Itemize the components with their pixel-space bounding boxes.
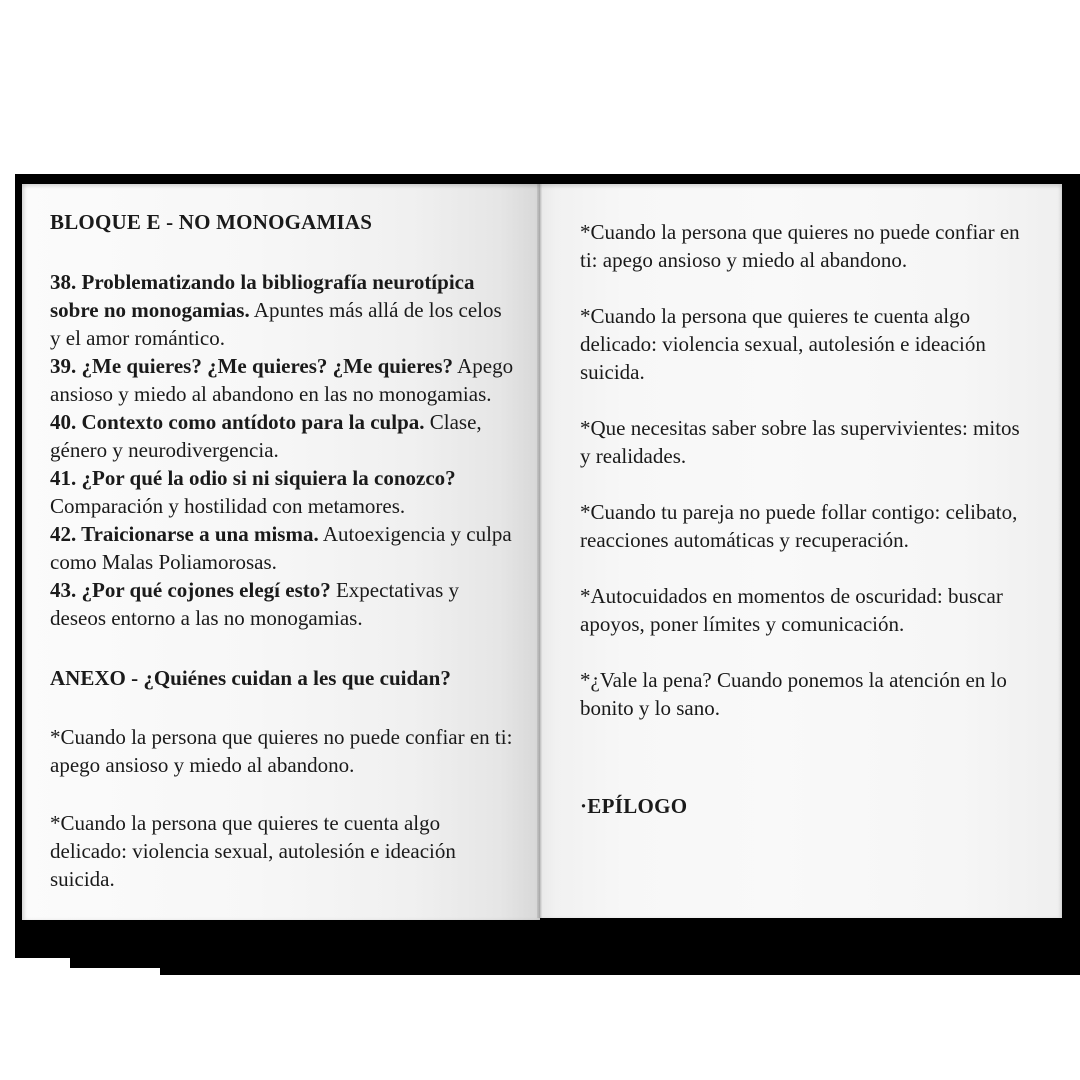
toc-item-subtitle: Expectativas y deseos entorno a las no monogamias. (50, 578, 460, 630)
annex-item: *¿Vale la pena? Cuando ponemos la atención en lo bonito y lo sano. (580, 668, 1007, 720)
section-title: BLOQUE E - NO MONOGAMIAS (50, 210, 373, 234)
annex-title: ANEXO - ¿Quiénes cuidan a les que cuidan? (50, 666, 451, 690)
toc-item (50, 268, 514, 352)
toc-item (50, 464, 514, 520)
toc-item (50, 520, 514, 576)
annex-item: *Cuando la persona que quieres te cuenta algo delicado: violencia sexual, autolesión e ideación suicida. (580, 304, 986, 384)
toc-item-subtitle: Autoexigencia y culpa como Malas Poliamorosas. (50, 522, 512, 574)
right-page (540, 184, 1062, 918)
toc-item-title: 41. ¿Por qué la odio si ni siquiera la conozco? (50, 466, 456, 490)
toc-item-title: 40. Contexto como antídoto para la culpa. (50, 410, 425, 434)
toc-item (50, 576, 514, 632)
left-page (22, 184, 540, 920)
annex-item: *Cuando la persona que quieres no puede confiar en ti: apego ansioso y miedo al abandono. (50, 725, 513, 777)
annex-item: *Que necesitas saber sobre las supervivientes: mitos y realidades. (580, 416, 1020, 468)
toc-item-title: 43. ¿Por qué cojones elegí esto? (50, 578, 331, 602)
toc-item-subtitle: Comparación y hostilidad con metamores. (50, 494, 406, 518)
annex-item: *Cuando la persona que quieres no puede confiar en ti: apego ansioso y miedo al abandono. (580, 220, 1020, 272)
toc-item (50, 352, 514, 408)
annex-item-list-continued (580, 218, 1032, 722)
annex-item: *Cuando la persona que quieres te cuenta algo delicado: violencia sexual, autolesión e ideación suicida. (50, 811, 456, 891)
toc-item-subtitle: Clase, género y neurodivergencia. (50, 410, 482, 462)
epilogue-heading: ·EPÍLOGO (580, 794, 688, 818)
toc-item-title: 38. Problematizando la bibliografía neurotípica sobre no monogamias. (50, 270, 475, 322)
annex-item-list (50, 723, 514, 893)
annex-item: *Cuando tu pareja no puede follar contigo: celibato, reacciones automáticas y recuperación. (580, 500, 1018, 552)
toc-list (50, 268, 514, 632)
toc-item (50, 408, 514, 464)
toc-item-title: 39. ¿Me quieres? ¿Me quieres? ¿Me quieres? (50, 354, 454, 378)
toc-item-subtitle: Apego ansioso y miedo al abandono en las no monogamias. (50, 354, 514, 406)
annex-item: *Autocuidados en momentos de oscuridad: buscar apoyos, poner límites y comunicación. (580, 584, 1003, 636)
toc-item-subtitle: Apuntes más allá de los celos y el amor romántico. (50, 298, 502, 350)
toc-item-title: 42. Traicionarse a una misma. (50, 522, 319, 546)
